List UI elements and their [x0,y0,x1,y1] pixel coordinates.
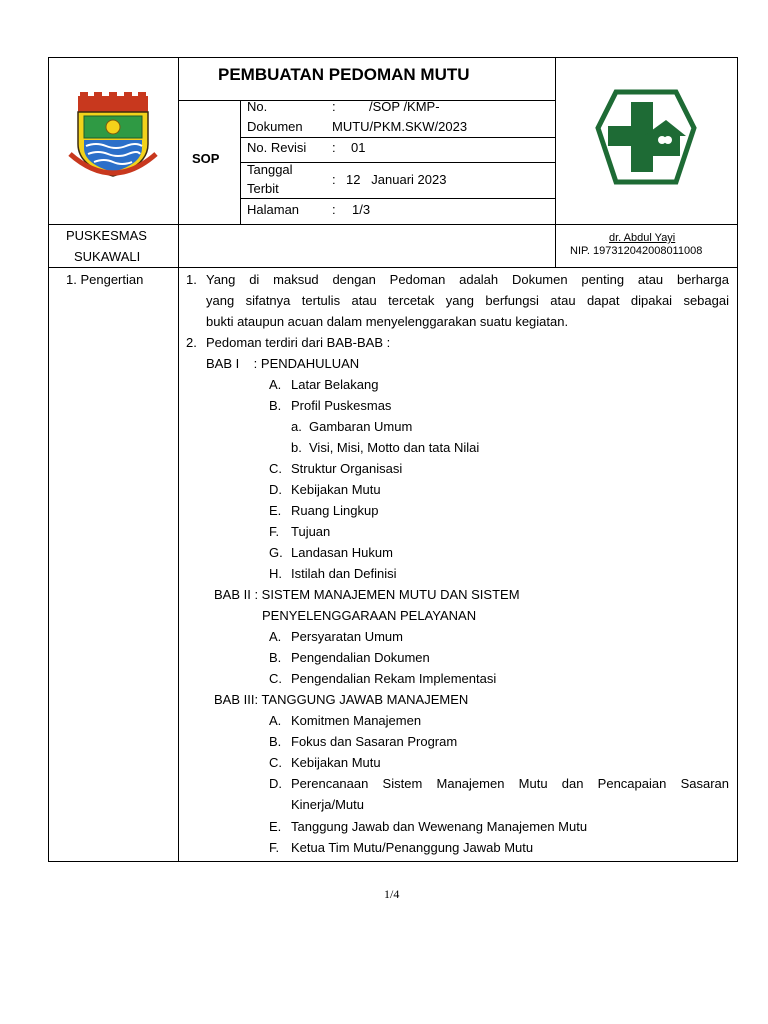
list-item: Fokus dan Sasaran Program [291,734,458,749]
list-item: Tujuan [291,524,331,539]
revisi-label: No. Revisi [247,140,307,155]
list-item: Gambaran Umum [309,419,413,434]
list-item-key: B. [269,398,282,413]
list-item: Istilah dan Definisi [291,566,397,581]
halaman-value: 1/3 [352,202,371,217]
meta-row-divider-1 [240,137,555,138]
sop-label: SOP [192,151,220,166]
table-border-left [48,57,49,862]
list-item-continuation: Kinerja/Mutu [291,797,364,812]
list-item-key: F. [269,524,280,539]
signer-name: dr. Abdul Yayi [609,232,676,244]
regency-crest-icon [66,92,160,184]
list-item: Kebijakan Mutu [291,482,381,497]
halaman-separator: : [332,202,336,217]
signer-nip: NIP. 197312042008011008 [570,245,703,257]
list-item: Ruang Lingkup [291,503,379,518]
list-item-key: H. [269,566,282,581]
list-item-key: E. [269,503,282,518]
tanggal-separator: : [332,172,336,187]
list-item: Pengendalian Dokumen [291,650,430,665]
list-item-key: D. [269,482,282,497]
list-item-key: a. [291,419,302,434]
bab-3-heading: BAB III: TANGGUNG JAWAB MANAJEMEN [214,692,469,707]
table-border-right [737,57,738,862]
list-item: Landasan Hukum [291,545,393,560]
point-1-number: 1. [186,272,197,287]
tanggal-label-1: Tanggal [247,162,293,177]
table-divider-logo-column [555,57,556,268]
no-dokumen-value-2: MUTU/PKM.SKW/2023 [332,119,468,134]
list-item-key: A. [269,377,282,392]
puskesmas-cross-icon [594,88,698,186]
tanggal-label-2: Terbit [247,181,279,196]
page-number: 1/4 [384,887,400,901]
list-item: Perencanaan Sistem Manajemen Mutu dan Pencapaian Sasaran [291,776,729,791]
revisi-separator: : [332,140,336,155]
section-label: 1. Pengertian [66,272,144,287]
list-item-key: B. [269,650,282,665]
meta-row-divider-3 [240,198,555,199]
list-item-key: F. [269,840,280,855]
org-name-line1: PUSKESMAS [66,228,147,243]
table-border-header-bottom [48,224,738,225]
org-name-line2: SUKAWALI [74,249,141,264]
list-item-key: E. [269,819,282,834]
revisi-value: 01 [351,140,366,155]
list-item-key: D. [269,776,282,791]
list-item: Struktur Organisasi [291,461,403,476]
table-border-org-bottom [48,267,738,268]
bab-2-heading-line-2: PENYELENGGARAAN PELAYANAN [262,608,477,623]
no-dokumen-separator: : [332,99,336,114]
list-item-key: b. [291,440,302,455]
document-title: PEMBUATAN PEDOMAN MUTU [218,65,470,84]
list-item: Ketua Tim Mutu/Penanggung Jawab Mutu [291,840,534,855]
list-item: Profil Puskesmas [291,398,392,413]
list-item-key: C. [269,671,282,686]
list-item-key: C. [269,755,282,770]
list-item: Tanggung Jawab dan Wewenang Manajemen Mutu [291,819,588,834]
list-item: Komitmen Manajemen [291,713,422,728]
table-divider-label-column [178,57,179,862]
list-item-key: A. [269,629,282,644]
list-item: Visi, Misi, Motto dan tata Nilai [309,440,480,455]
list-item: Latar Belakang [291,377,379,392]
list-item-key: C. [269,461,282,476]
point-1-line-2: yang sifatnya tertulis atau tercetak yang berfungsi atau dapat dipakai sebagai [206,293,729,308]
table-border-top [48,57,738,58]
no-dokumen-label-1: No. [247,99,268,114]
halaman-label: Halaman [247,202,300,217]
list-item-key: G. [269,545,283,560]
table-border-bottom [48,861,738,862]
bab-2-heading-line-1: BAB II : SISTEM MANAJEMEN MUTU DAN SISTEM [214,587,520,602]
list-item: Pengendalian Rekam Implementasi [291,671,497,686]
no-dokumen-value-1: /SOP /KMP- [369,99,440,114]
list-item: Kebijakan Mutu [291,755,381,770]
tanggal-value: 12 Januari 2023 [346,172,447,187]
title-row-bottom [178,100,555,101]
point-2-text: Pedoman terdiri dari BAB-BAB : [206,335,391,350]
list-item-key: B. [269,734,282,749]
point-1-line-1: Yang di maksud dengan Pedoman adalah Dokumen penting atau berharga [206,272,729,287]
no-dokumen-label-2: Dokumen [247,119,303,134]
list-item-key: A. [269,713,282,728]
list-item: Persyaratan Umum [291,629,403,644]
bab-1-heading: BAB I : PENDAHULUAN [206,356,360,371]
point-2-number: 2. [186,335,197,350]
point-1-line-3: bukti ataupun acuan dalam menyelenggarakan suatu kegiatan. [206,314,569,329]
